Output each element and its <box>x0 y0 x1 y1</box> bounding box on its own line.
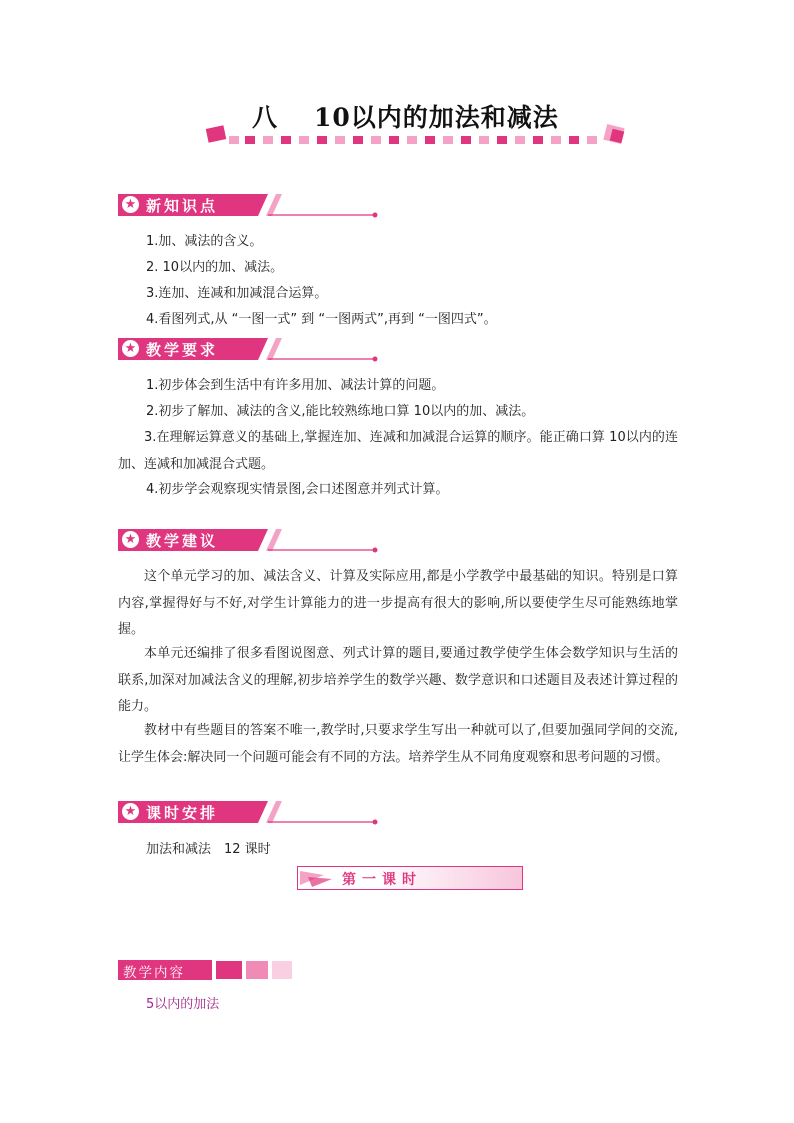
teaching-content-title: 教学内容 <box>123 965 185 981</box>
knowledge-item: 2. 10以内的加、减法。 <box>146 260 284 275</box>
requirement-item: 2.初步了解加、减法的含义,能比较熟练地口算 10以内的加、减法。 <box>146 404 535 419</box>
teaching-content-text: 5以内的加法 <box>146 997 220 1012</box>
suggestion-paragraph: 教材中有些题目的答案不唯一,教学时,只要求学生写出一种就可以了,但要加强同学间的交流,让学生体会:解决同一个问题可能会有不同的方法。培养学生从不同角度观察和思考问题的习惯。 <box>118 723 678 765</box>
star-icon: ★ <box>122 196 139 213</box>
section-title: 新知识点 <box>146 197 219 215</box>
decor-square <box>246 961 268 979</box>
section-header-knowledge <box>118 194 388 216</box>
title-decoration <box>205 124 630 154</box>
section-header-suggestions <box>118 529 388 551</box>
chapter-name: 10以内的加法和减法 <box>314 103 559 132</box>
section-title: 教学要求 <box>146 341 219 359</box>
lesson-banner-decoration <box>298 867 338 889</box>
decor-square <box>272 961 292 979</box>
star-icon: ★ <box>122 531 139 548</box>
section-header-schedule <box>118 801 388 823</box>
knowledge-item: 3.连加、连减和加减混合运算。 <box>146 286 328 301</box>
requirement-item: 1.初步体会到生活中有许多用加、减法计算的问题。 <box>146 378 445 393</box>
section-title: 教学建议 <box>146 532 219 550</box>
suggestion-paragraph: 这个单元学习的加、减法含义、计算及实际应用,都是小学教学中最基础的知识。特别是口算内容,掌握得好与不好,对学生计算能力的进一步提高有很大的影响,所以要使学生尽可能熟练地掌握。 <box>118 569 678 637</box>
star-icon: ★ <box>122 340 139 357</box>
knowledge-item: 1.加、减法的含义。 <box>146 234 263 249</box>
star-icon: ★ <box>122 803 139 820</box>
chapter-number: 八 <box>252 103 279 132</box>
lesson-banner <box>297 866 523 890</box>
section-header-requirements <box>118 338 388 360</box>
requirement-item: 3.在理解运算意义的基础上,掌握连加、连减和加减混合运算的顺序。能正确口算 10以内的连加、连减和加减混合式题。 <box>118 430 678 472</box>
decor-square <box>216 961 242 979</box>
schedule-text: 加法和减法 12 课时 <box>146 842 271 857</box>
section-title: 课时安排 <box>146 804 219 822</box>
lesson-label: 第一课时 <box>342 872 422 888</box>
suggestion-paragraph: 本单元还编排了很多看图说图意、列式计算的题目,要通过教学使学生体会数学知识与生活的联系,加深对加减法含义的理解,初步培养学生的数学兴趣、数学意识和口述题目及表述计算过程的能力。 <box>118 646 678 714</box>
requirement-item: 4.初步学会观察现实情景图,会口述图意并列式计算。 <box>146 482 449 497</box>
knowledge-item: 4.看图列式,从 “一图一式” 到 “一图两式”,再到 “一图四式”。 <box>146 312 497 327</box>
